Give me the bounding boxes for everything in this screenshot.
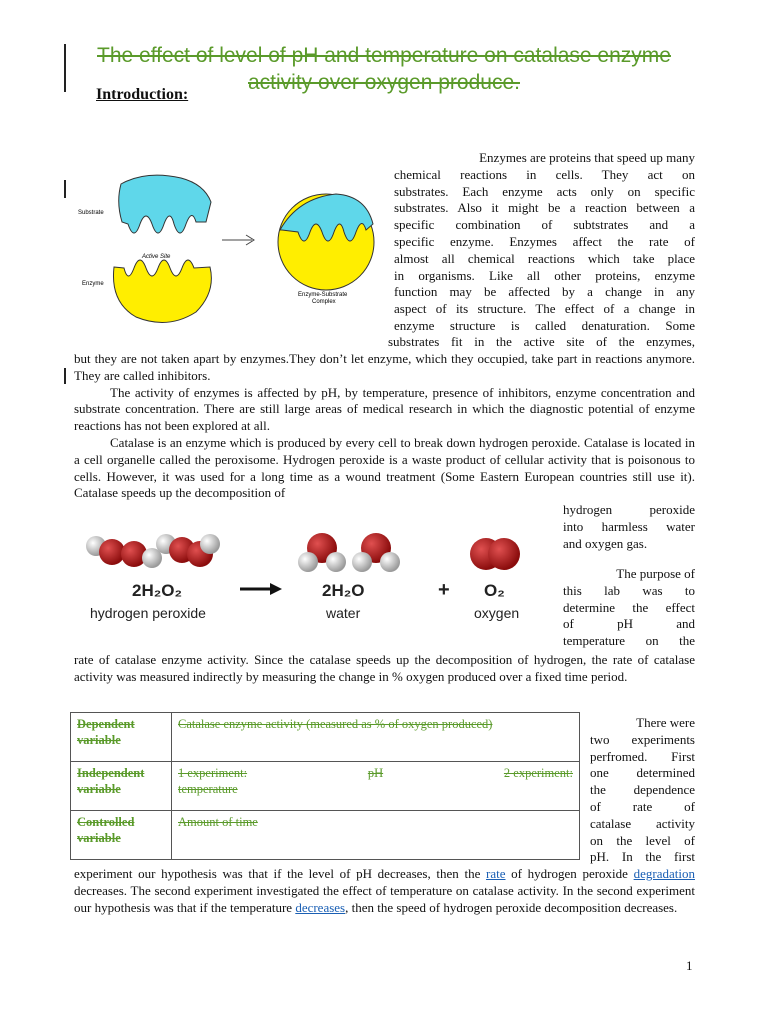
text-line: catalase activity bbox=[590, 815, 695, 831]
paragraph-2: The activity of enzymes is affected by pH, by temperature, presence of inhibitors, enzyme concentration and substrate concentration. There are still large areas of medical research in which the diagnostic potential of enzyme reactions has not been explored at all. bbox=[74, 384, 695, 434]
table-cell-value: Catalase enzyme activity (measured as % of oxygen produced) bbox=[172, 713, 580, 762]
text-line: specific combination of subtstrates and a bbox=[394, 217, 695, 233]
text-line: There were bbox=[636, 715, 695, 730]
table-cell-part: temperature bbox=[178, 782, 238, 796]
paragraph-5-right-column bbox=[590, 715, 695, 866]
text-line: substrates. Each enzyme acts only on specific bbox=[394, 183, 695, 199]
paragraph-3: Catalase is an enzyme which is produced by every cell to break down hydrogen peroxide. Catalase is located in a cell organelle called the peroxisome. Hydrogen peroxide is a waste product of cellular activity that is poisonous to cells. However, it was used for a long time as a wound treatment (Some Eastern European countries still use it). Catalase speeds up the decomposition of bbox=[74, 434, 695, 501]
text-span: , then the speed of hydrogen peroxide decomposition decreases. bbox=[345, 899, 678, 915]
paragraph-3-right-column bbox=[563, 502, 695, 552]
tracked-link-decreases[interactable]: decreases bbox=[295, 899, 346, 915]
enzyme-label: Enzyme bbox=[82, 281, 104, 287]
text-line: temperature on the bbox=[563, 633, 695, 649]
text-line: The purpose of bbox=[616, 566, 695, 581]
text-line: of rate of bbox=[590, 798, 695, 814]
text-span: experiment our hypothesis was that if the level of pH decreases, then the bbox=[74, 866, 487, 881]
section-heading-introduction: Introduction: bbox=[96, 86, 189, 103]
text-line: substrates fit in the active site of the enzymes, bbox=[388, 334, 695, 349]
name-hydrogen-peroxide: hydrogen peroxide bbox=[90, 605, 206, 621]
text-line: hydrogen peroxide bbox=[563, 502, 695, 517]
catalase-reaction-diagram bbox=[82, 528, 538, 628]
oxygen-molecule bbox=[470, 538, 520, 570]
text-line: function may be affected by a change in any bbox=[394, 284, 695, 300]
substrate-label: Substrate bbox=[78, 210, 104, 216]
table-cell-part: pH bbox=[367, 766, 384, 780]
text-line: chemical reactions in cells. They act on bbox=[394, 166, 695, 182]
margin-change-bar bbox=[64, 44, 66, 92]
margin-change-bar bbox=[64, 180, 66, 198]
table-row bbox=[71, 811, 580, 860]
text-line: on the level of bbox=[590, 832, 695, 848]
text-span: decreases. The second experiment investigated the effect of temperature on catalase activity. In the second experiment our hypothesis was that if the temperature bbox=[74, 882, 695, 915]
variables-table bbox=[70, 712, 580, 860]
enzyme-substrate-diagram bbox=[76, 172, 388, 328]
paragraph-1-right-column bbox=[394, 150, 695, 335]
formula-h2o: 2H₂O bbox=[322, 581, 365, 600]
paragraph-5 bbox=[74, 866, 695, 916]
text-line: the dependence bbox=[590, 782, 695, 798]
table-cell-label: Controlled variable bbox=[71, 811, 172, 860]
text-line: substrates. Also it might be a reaction between a bbox=[394, 200, 695, 216]
table-cell-label: Dependent variable bbox=[71, 713, 172, 762]
tracked-link-rate[interactable]: rate bbox=[486, 866, 506, 881]
text-line: of pH and bbox=[563, 616, 695, 632]
hydrogen-peroxide-molecule bbox=[156, 534, 220, 567]
text-line: this lab was to bbox=[563, 582, 695, 598]
name-water: water bbox=[326, 605, 361, 621]
formula-h2o2: 2H₂O₂ bbox=[132, 581, 183, 600]
table-row bbox=[71, 762, 580, 811]
active-site-label: Active Site bbox=[142, 254, 171, 260]
table-cell-part: 1 experiment: bbox=[178, 766, 248, 780]
table-cell-part: 2 experiment: bbox=[503, 766, 573, 780]
text-line: perfromed. First bbox=[590, 748, 695, 764]
water-molecule bbox=[298, 533, 346, 572]
page-title: The effect of level of pH and temperature on catalase enzyme activity over oxygen produce. bbox=[97, 44, 671, 94]
paragraph-1-continued: but they are not taken apart by enzymes.They don’t let enzyme, which they occupied, take part in reactions anymore. They are called inhibitors. bbox=[74, 351, 695, 383]
text-line: specific enzyme. Enzymes affect the rate of bbox=[394, 233, 695, 249]
text-span: of hydrogen peroxide bbox=[505, 866, 634, 881]
formula-o2: O₂ bbox=[484, 581, 505, 600]
margin-change-bar bbox=[64, 368, 66, 384]
plus-sign: + bbox=[438, 579, 450, 601]
text-line: aspect of its structure. The effect of a change in bbox=[394, 301, 695, 317]
table-cell-value bbox=[172, 762, 580, 811]
paragraph-4-right-column bbox=[563, 566, 695, 650]
text-line: pH. In the first bbox=[590, 849, 695, 865]
body-text-block-1 bbox=[74, 351, 695, 502]
tracked-link-degradation[interactable]: degradation bbox=[633, 866, 695, 881]
text-line: in organisms. Like all other proteins, enzyme bbox=[394, 267, 695, 283]
table-cell-label: Independent variable bbox=[71, 762, 172, 811]
complex-label-line2: Complex bbox=[312, 299, 336, 305]
complex-label-line1: Enzyme-Substrate bbox=[298, 292, 348, 298]
name-oxygen: oxygen bbox=[474, 605, 520, 621]
paragraph-4: rate of catalase enzyme activity. Since the catalase speeds up the decomposition of hydrogen, the rate of catalase activity was measured indirectly by measuring the change in % oxygen produced over a fixed time period. bbox=[74, 652, 695, 684]
text-line: determine the effect bbox=[563, 599, 695, 615]
water-molecule bbox=[352, 533, 400, 572]
page-number: 1 bbox=[686, 958, 693, 973]
table-row bbox=[71, 713, 580, 762]
text-line: Enzymes are proteins that speed up many bbox=[479, 150, 695, 165]
text-line: two experiments bbox=[590, 731, 695, 747]
text-line: almost all chemical reactions which take place bbox=[394, 250, 695, 266]
table-cell-value: Amount of time bbox=[172, 811, 580, 860]
enzyme-shape bbox=[113, 260, 211, 322]
text-line: enzyme structure is called denaturation. Some bbox=[394, 317, 695, 333]
substrate-shape bbox=[119, 175, 211, 233]
text-line: and oxygen gas. bbox=[563, 535, 648, 551]
arrow-icon bbox=[270, 583, 282, 595]
text-line: one determined bbox=[590, 765, 695, 781]
hydrogen-peroxide-molecule bbox=[86, 536, 162, 568]
text-line: into harmless water bbox=[563, 518, 695, 534]
